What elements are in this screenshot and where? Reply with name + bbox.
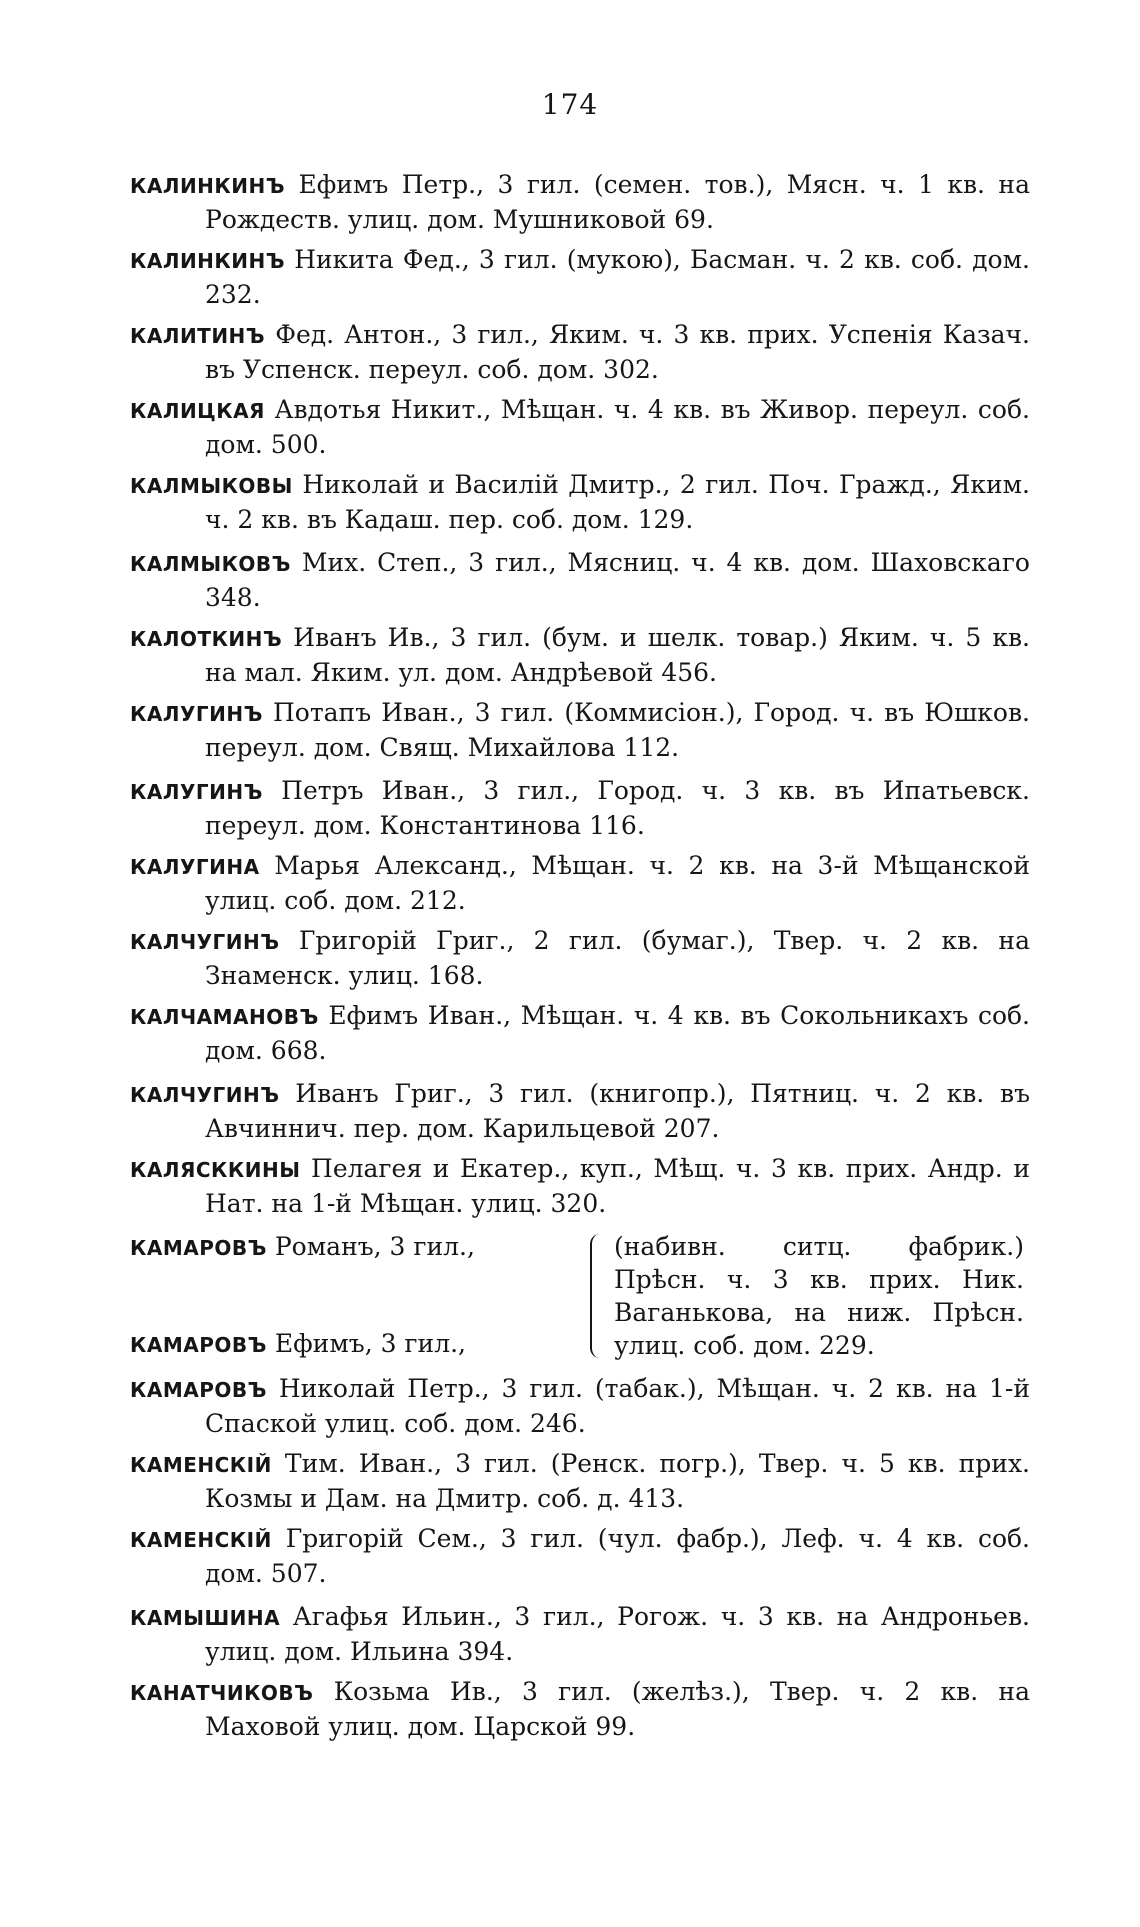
page-number: 174 <box>541 88 599 121</box>
entry-surname: КАЛЧУГИНЪ <box>130 1083 280 1107</box>
directory-entry <box>130 774 1030 842</box>
entry-details: Петръ Иван., 3 гил., Город. ч. 3 кв. въ Ипатьевск. переул. дом. Константинова 116. <box>205 776 1030 840</box>
directory-entry <box>130 999 1030 1067</box>
entry-surname: КАМАРОВЪ <box>130 1236 267 1260</box>
entry-details: Иванъ Григ., 3 гил. (книгопр.), Пятниц. ч. 2 кв. въ Авчиннич. пер. дом. Карильцевой 207. <box>205 1079 1030 1143</box>
directory-entry <box>130 1077 1030 1145</box>
entry-details: Марья Александ., Мѣщан. ч. 2 кв. на 3-й Мѣщанской улиц. соб. дом. 212. <box>205 851 1030 915</box>
directory-entry <box>130 1152 1030 1220</box>
entry-details: Ефимъ Петр., 3 гил. (семен. тов.), Мясн. ч. 1 кв. на Рождеств. улиц. дом. Мушниковой 69. <box>205 170 1030 234</box>
entry-details: Мих. Степ., 3 гил., Мясниц. ч. 4 кв. дом. Шаховскаго 348. <box>205 548 1030 612</box>
directory-entry <box>130 393 1030 461</box>
entry-surname: КАМЕНСКІЙ <box>130 1453 272 1477</box>
directory-entry <box>130 1372 1030 1440</box>
entry-details: Иванъ Ив., 3 гил. (бум. и шелк. товар.) Яким. ч. 5 кв. на мал. Яким. ул. дом. Андрѣевой 456. <box>205 623 1030 687</box>
braced-shared-line: улиц. соб. дом. 229. <box>614 1331 875 1360</box>
entry-surname: КАЛУГИНА <box>130 855 260 879</box>
entry-surname: КАМАРОВЪ <box>130 1333 267 1357</box>
directory-entry <box>130 1600 1030 1668</box>
directory-entry <box>130 243 1030 311</box>
braced-entry-group <box>130 1230 1030 1362</box>
entry-details: Николай и Василій Дмитр., 2 гил. Поч. Гражд., Яким. ч. 2 кв. въ Кадаш. пер. соб. дом. 129. <box>205 470 1030 534</box>
directory-entry <box>130 1522 1030 1590</box>
entry-surname: КАЛИТИНЪ <box>130 324 266 348</box>
directory-entry <box>130 849 1030 917</box>
directory-entry <box>130 468 1030 536</box>
curly-brace <box>590 1234 606 1358</box>
entry-surname: КАЛЯСККИНЫ <box>130 1158 301 1182</box>
entry-surname: КАЛЧУГИНЪ <box>130 930 280 954</box>
entry-surname: КАМЕНСКІЙ <box>130 1528 272 1552</box>
directory-entry <box>130 546 1030 614</box>
directory-entry <box>130 1675 1030 1743</box>
directory-entry <box>130 621 1030 689</box>
entry-surname: КАМАРОВЪ <box>130 1378 267 1402</box>
braced-shared-line: Ваганькова, на ниж. Прѣсн. <box>614 1298 1024 1327</box>
entry-surname: КАЛМЫКОВЪ <box>130 552 291 576</box>
entry-list <box>130 168 1030 1750</box>
entry-details: Козьма Ив., 3 гил. (желѣз.), Твер. ч. 2 кв. на Маховой улиц. дом. Царской 99. <box>205 1677 1030 1741</box>
directory-entry <box>130 168 1030 236</box>
entry-details: Григорій Сем., 3 гил. (чул. фабр.), Леф. ч. 4 кв. соб. дом. 507. <box>205 1524 1031 1588</box>
entry-details: Ефимъ Иван., Мѣщан. ч. 4 кв. въ Сокольникахъ соб. дом. 668. <box>205 1001 1030 1065</box>
entry-surname: КАЛОТКИНЪ <box>130 627 283 651</box>
entry-details: Пелагея и Екатер., куп., Мѣщ. ч. 3 кв. прих. Андр. и Нат. на 1-й Мѣщан. улиц. 320. <box>205 1154 1030 1218</box>
directory-entry <box>130 924 1030 992</box>
entry-details: Фед. Антон., 3 гил., Яким. ч. 3 кв. прих. Успенія Казач. въ Успенск. переул. соб. дом. 302. <box>205 320 1031 384</box>
directory-entry <box>130 696 1030 764</box>
directory-entry <box>130 318 1030 386</box>
braced-entry-names <box>130 1230 590 1362</box>
entry-surname: КАЛИНКИНЪ <box>130 249 286 273</box>
entry-details: Ефимъ, 3 гил., <box>274 1329 466 1358</box>
braced-shared-line: (набивн. ситц. фабрик.) <box>614 1232 1024 1261</box>
entry-surname: КАЛУГИНЪ <box>130 780 263 804</box>
braced-entry-second <box>130 1327 590 1362</box>
entry-surname: КАМЫШИНА <box>130 1606 281 1630</box>
braced-shared-line: Прѣсн. ч. 3 кв. прих. Ник. <box>614 1265 1024 1294</box>
entry-details: Потапъ Иван., 3 гил. (Коммисіон.), Город. ч. въ Юшков. переул. дом. Свящ. Михайлова 112. <box>205 698 1030 762</box>
braced-entry-first <box>130 1230 590 1265</box>
braced-shared-details <box>614 1230 1024 1362</box>
entry-surname: КАНАТЧИКОВЪ <box>130 1681 314 1705</box>
entry-details: Никита Фед., 3 гил. (мукою), Басман. ч. 2 кв. соб. дом. 232. <box>205 245 1030 309</box>
entry-surname: КАЛУГИНЪ <box>130 702 263 726</box>
entry-surname: КАЛМЫКОВЫ <box>130 474 293 498</box>
entry-details: Агафья Ильин., 3 гил., Рогож. ч. 3 кв. на Андроньев. улиц. дом. Ильина 394. <box>205 1602 1030 1666</box>
entry-details: Николай Петр., 3 гил. (табак.), Мѣщан. ч. 2 кв. на 1-й Спаской улиц. соб. дом. 246. <box>205 1374 1030 1438</box>
entry-details: Григорій Григ., 2 гил. (бумаг.), Твер. ч. 2 кв. на Знаменск. улиц. 168. <box>205 926 1030 990</box>
entry-details: Романъ, 3 гил., <box>274 1232 475 1261</box>
directory-entry <box>130 1447 1030 1515</box>
entry-surname: КАЛЧАМАНОВЪ <box>130 1005 319 1029</box>
entry-surname: КАЛИЦКАЯ <box>130 399 265 423</box>
entry-surname: КАЛИНКИНЪ <box>130 174 286 198</box>
entry-details: Авдотья Никит., Мѣщан. ч. 4 кв. въ Живор. переул. соб. дом. 500. <box>205 395 1030 459</box>
entry-details: Тим. Иван., 3 гил. (Ренск. погр.), Твер. ч. 5 кв. прих. Козмы и Дам. на Дмитр. соб. д. 413. <box>205 1449 1030 1513</box>
